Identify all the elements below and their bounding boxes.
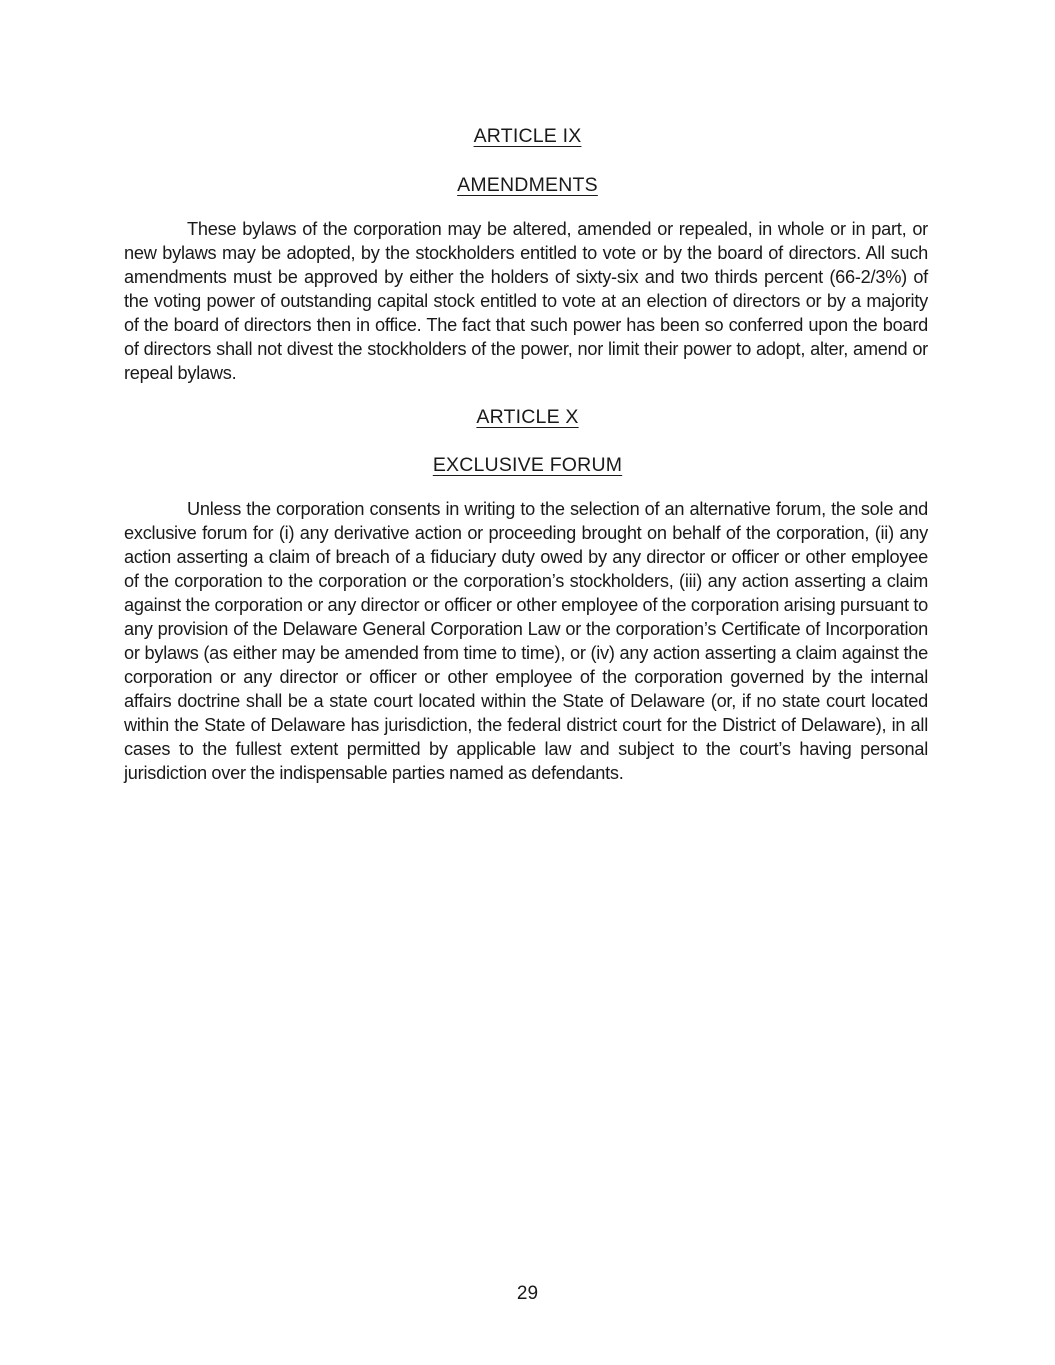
article-x-title-text: ARTICLE X (476, 406, 579, 428)
article-x-body: Unless the corporation consents in writing to the selection of an alternative forum, the sole and exclusive forum for (i) any derivative action or proceeding brought on behalf of the corporation, (ii) any action asserting a claim of breach of a fiduciary duty owed by any director or officer or other employee of the corporation to the corporation or the corporation’s stockholders, (iii) any action asserting a claim against the corporation or any director or officer or other employee of the corporation arising pursuant to any provision of the Delaware General Corporation Law or the corporation’s Certificate of Incorporation or bylaws (as either may be amended from time to time), or (iv) any action asserting a claim against the corporation or any director or officer or other employee of the corporation governed by the internal affairs doctrine shall be a state court located within the State of Delaware (or, if no state court located within the State of Delaware has jurisdiction, the federal district court for the District of Delaware), in all cases to the fullest extent permitted by applicable law and subject to the court’s having personal jurisdiction over the indispensable parties named as defendants. (124, 499, 928, 783)
page-number: 29 (516, 1283, 539, 1304)
article-x-title (0, 405, 1055, 429)
article-ix-subtitle-text: AMENDMENTS (457, 174, 598, 196)
article-ix-title (0, 124, 1055, 148)
article-x-subtitle-text: EXCLUSIVE FORUM (432, 454, 623, 476)
article-ix-subtitle (0, 173, 1055, 197)
article-ix-body: These bylaws of the corporation may be altered, amended or repealed, in whole or in part, or new bylaws may be adopted, by the stockholders entitled to vote or by the board of directors. All such amendments must be approved by either the holders of sixty-six and two thirds percent (66-2/3%) of the voting power of outstanding capital stock entitled to vote at an election of directors or by a majority of the board of directors then in office. The fact that such power has been so conferred upon the board of directors shall not divest the stockholders of the power, nor limit their power to adopt, alter, amend or repeal bylaws. (124, 219, 928, 383)
article-ix-title-text: ARTICLE IX (473, 125, 582, 147)
article-x-subtitle (0, 453, 1055, 477)
